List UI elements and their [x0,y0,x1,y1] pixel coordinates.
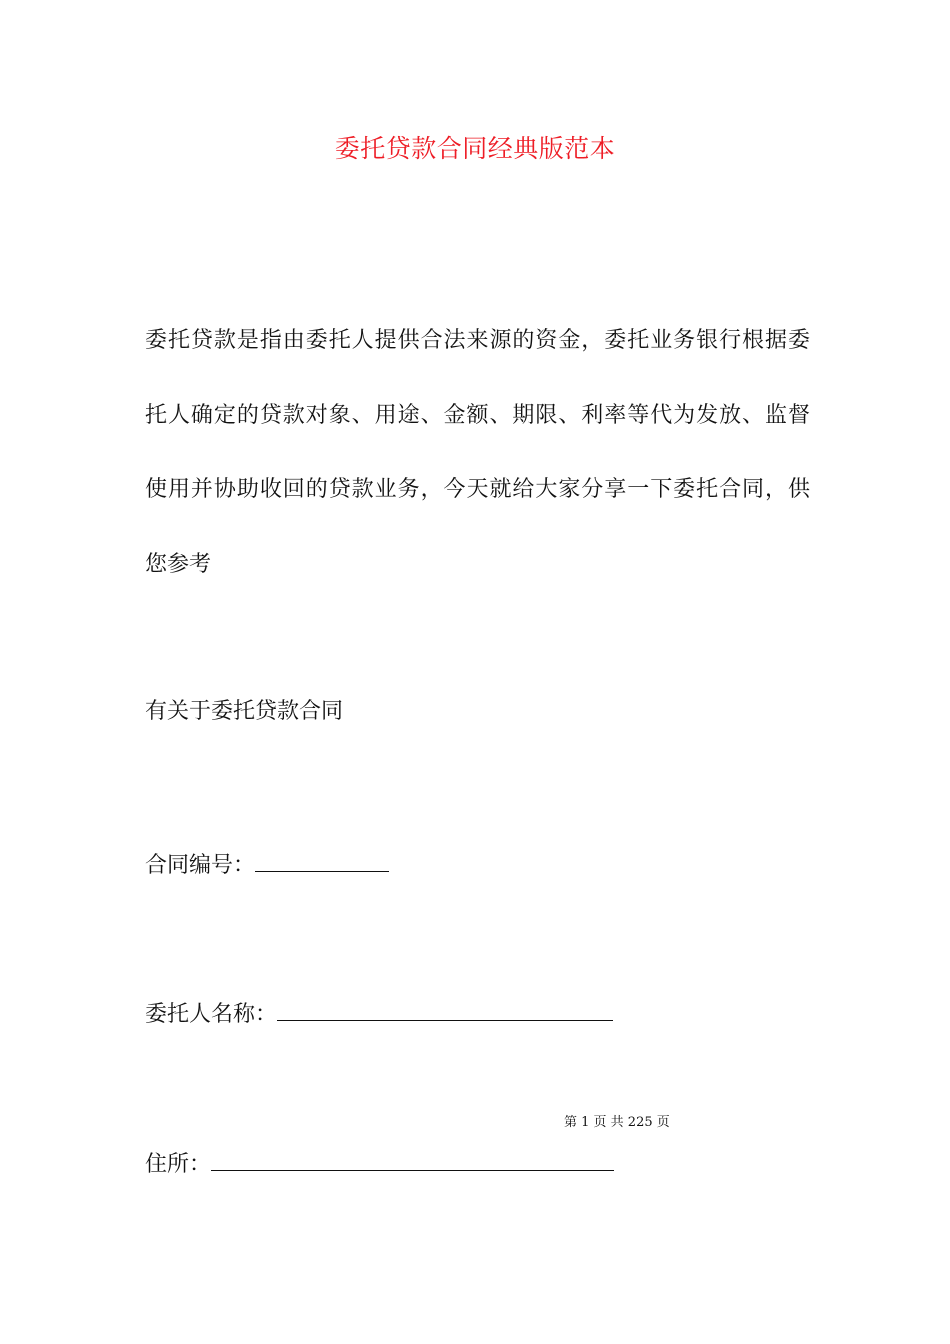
principal-name-row [145,996,613,1030]
contract-number-row [145,847,389,881]
address-label: 住所： [145,1152,212,1177]
contract-number-blank[interactable] [255,847,389,872]
intro-line: 您参考 [145,551,212,577]
address-blank[interactable] [211,1146,614,1171]
intro-paragraph [145,304,810,602]
contract-number-label: 合同编号： [145,853,256,878]
intro-line: 使用并协助收回的贷款业务，今天就给大家分享一下委托合同，供 [145,477,810,502]
principal-name-blank[interactable] [277,996,613,1021]
section-heading: 有关于委托贷款合同 [145,699,344,724]
principal-name-label: 委托人名称： [145,1002,278,1027]
intro-line: 委托贷款是指由委托人提供合法来源的资金，委托业务银行根据委 [145,328,810,353]
page-indicator: 第 1 页 共 225 页 [564,1115,670,1130]
intro-line: 托人确定的贷款对象、用途、金额、期限、利率等代为发放、监督 [145,402,810,428]
address-row [145,1146,614,1180]
document-title: 委托贷款合同经典版范本 [334,134,616,163]
